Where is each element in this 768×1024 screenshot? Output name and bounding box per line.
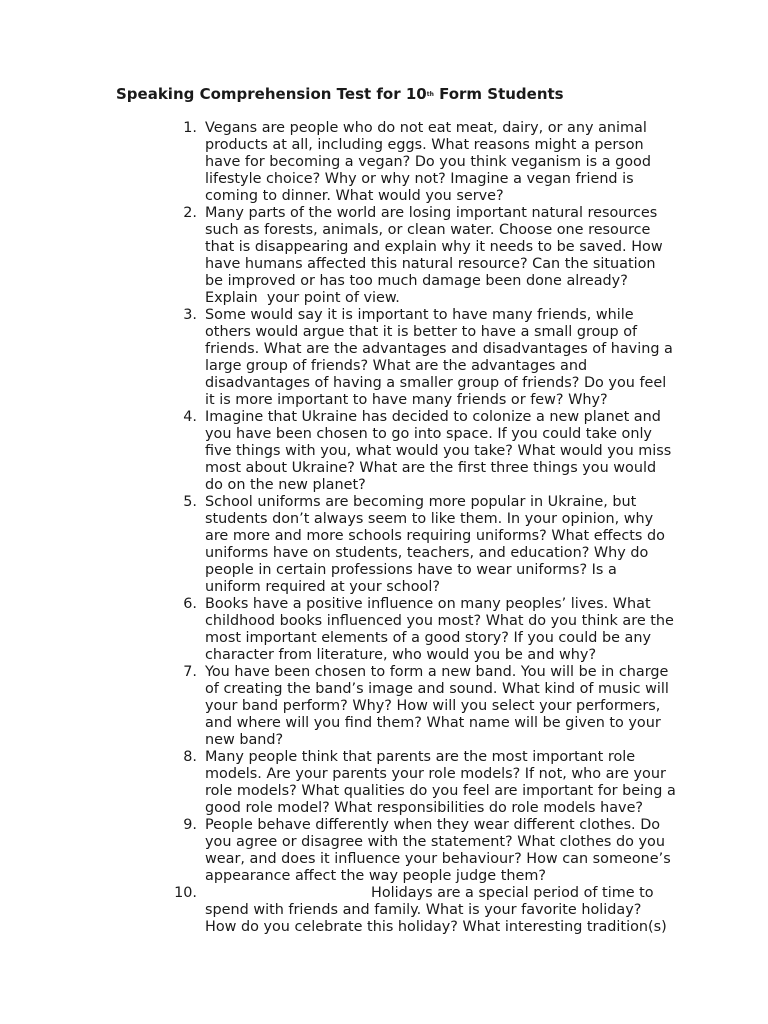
question-text-line: large group of friends? What are the advantages and <box>205 358 588 374</box>
question-text-line: role models? What qualities do you feel are important for being a <box>205 783 676 799</box>
question-text-line: character from literature, who would you be and why? <box>205 647 597 663</box>
question-text-line: others would argue that it is better to have a small group of <box>205 324 638 340</box>
question-text-line: uniform required at your school? <box>205 579 440 595</box>
question-text-line: Many people think that parents are the most important role <box>205 749 636 765</box>
question-text-line: wear, and does it influence your behaviour? How can someone’s <box>205 851 671 867</box>
question-number: 7. <box>183 664 197 680</box>
question-text-line: your band perform? Why? How will you select your performers, <box>205 698 661 714</box>
question-text-line: be improved or has too much damage been done already? <box>205 273 628 289</box>
title-text-end: Form Students <box>433 85 564 103</box>
question-text-line: Holidays are a special period of time to <box>371 885 654 901</box>
title-text: Speaking Comprehension Test for 10 <box>116 85 427 103</box>
question-text-line: friends. What are the advantages and disadvantages of having a <box>205 341 673 357</box>
question-text-line: most about Ukraine? What are the first three things you would <box>205 460 657 476</box>
document-title <box>116 84 564 104</box>
question-text-line: uniforms have on students, teachers, and education? Why do <box>205 545 649 561</box>
question-text-line: How do you celebrate this holiday? What interesting tradition(s) <box>205 919 667 935</box>
question-text-line: you agree or disagree with the statement? What clothes do you <box>205 834 665 850</box>
question-number: 8. <box>183 749 197 765</box>
question-text-line: are more and more schools requiring uniforms? What effects do <box>205 528 665 544</box>
question-text-line: new band? <box>205 732 284 748</box>
question-text-line: do on the new planet? <box>205 477 366 493</box>
question-text-line: and where will you find them? What name will be given to your <box>205 715 661 731</box>
question-number: 2. <box>183 205 197 221</box>
question-number: 10. <box>174 885 197 901</box>
question-text-line: Some would say it is important to have many friends, while <box>205 307 634 323</box>
question-text-line: You have been chosen to form a new band. You will be in charge <box>205 664 669 680</box>
question-text-line: products at all, including eggs. What reasons might a person <box>205 137 644 153</box>
question-text-line: it is more important to have many friends or few? Why? <box>205 392 608 408</box>
title-ordinal: th <box>426 91 434 98</box>
question-text-line: that is disappearing and explain why it needs to be saved. How <box>205 239 663 255</box>
question-text-line: Vegans are people who do not eat meat, dairy, or any animal <box>205 120 647 136</box>
question-text-line: good role model? What responsibilities do role models have? <box>205 800 644 816</box>
question-text-line: disadvantages of having a smaller group of friends? Do you feel <box>205 375 667 391</box>
question-text-line: such as forests, animals, or clean water. Choose one resource <box>205 222 651 238</box>
question-text-line: spend with friends and family. What is your favorite holiday? <box>205 902 642 918</box>
question-text-line: people in certain professions have to wear uniforms? Is a <box>205 562 617 578</box>
question-text-line: Books have a positive influence on many peoples’ lives. What <box>205 596 651 612</box>
question-number: 5. <box>183 494 197 510</box>
question-text-line: appearance affect the way people judge them? <box>205 868 546 884</box>
question-text-line: People behave differently when they wear different clothes. Do <box>205 817 661 833</box>
question-text-line: most important elements of a good story? If you could be any <box>205 630 651 646</box>
question-number: 1. <box>183 120 197 136</box>
question-number: 3. <box>183 307 197 323</box>
question-text-line: have humans affected this natural resource? Can the situation <box>205 256 656 272</box>
question-text-line: Explain your point of view. <box>205 290 400 306</box>
question-text-line: Many parts of the world are losing important natural resources <box>205 205 658 221</box>
question-text-line: childhood books influenced you most? What do you think are the <box>205 613 674 629</box>
question-text-line: School uniforms are becoming more popular in Ukraine, but <box>205 494 637 510</box>
question-number: 4. <box>183 409 197 425</box>
question-number: 9. <box>183 817 197 833</box>
question-text-line: lifestyle choice? Why or why not? Imagine a vegan friend is <box>205 171 634 187</box>
question-text-line: you have been chosen to go into space. If you could take only <box>205 426 652 442</box>
question-text-line: coming to dinner. What would you serve? <box>205 188 504 204</box>
question-text-line: have for becoming a vegan? Do you think veganism is a good <box>205 154 651 170</box>
question-text-line: of creating the band’s image and sound. What kind of music will <box>205 681 669 697</box>
question-text-line: students don’t always seem to like them. In your opinion, why <box>205 511 654 527</box>
question-text-line: five things with you, what would you take? What would you miss <box>205 443 672 459</box>
question-number: 6. <box>183 596 197 612</box>
question-text-line: models. Are your parents your role models? If not, who are your <box>205 766 666 782</box>
question-text-line: Imagine that Ukraine has decided to colonize a new planet and <box>205 409 661 425</box>
